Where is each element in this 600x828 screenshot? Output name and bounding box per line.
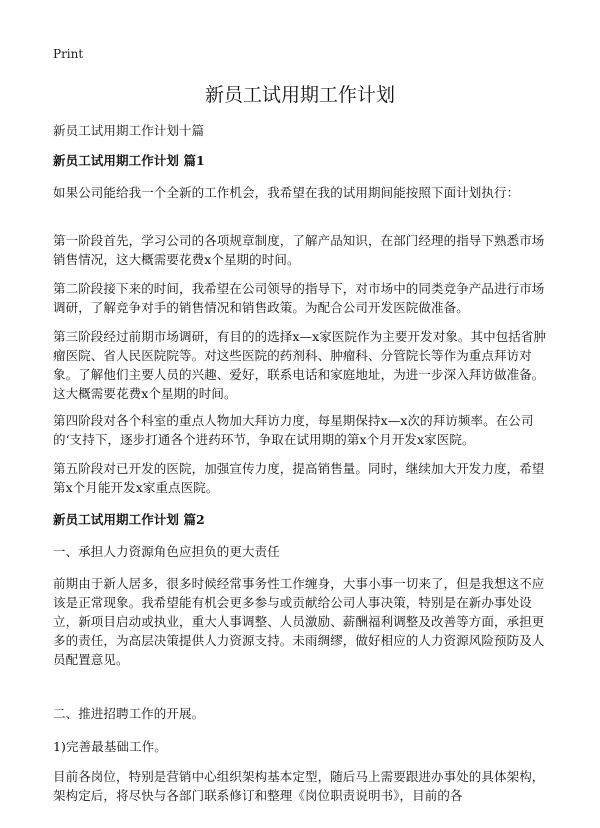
paragraph-intro: 如果公司能给我一个全新的工作机会，我希望在我的试用期间能按照下面计划执行： (53, 185, 520, 200)
paragraph-phase-2: 第二阶段接下来的时间，我希望在公司领导的指导下，对市场中的同类竞争产品进行市场调研，了解竞争对手的销售情况和销售政策。为配合公司开发医院做准备。 (53, 281, 545, 315)
section-heading-2: 新员工试用期工作计划 篇2 (53, 512, 205, 527)
section-heading-1: 新员工试用期工作计划 篇1 (53, 153, 205, 168)
paragraph-phase-1: 第一阶段首先，学习公司的各项规章制度，了解产品知识，在部门经理的指导下熟悉市场销售情况，这大概需要花费x个星期的时间。 (53, 233, 545, 267)
paragraph-phase-3: 第三阶段经过前期市场调研，有目的的选择x—x家医院作为主要开发对象。其中包括省肿瘤医院、省人民医院院等。对这些医院的药剂科、肿瘤科、分管院长等作为重点拜访对象。了解他们主要人员的兴趣、爱好，联系电话和家庭地址，为进一步深入拜访做准备。这大概需要花费x个星期的时间。 (53, 329, 547, 401)
page-title: 新员工试用期工作计划 (204, 84, 395, 106)
paragraph-hr-responsibility: 前期由于新人居多，很多时候经常事务性工作缠身，大事小事一切来了，但是我想这不应该是正常现象。我希望能有机会更多参与或贡献给公司人事决策，特别是在新办事处设立，新项目启动或执业，重大人事调整、人员激励、薪酬福利调整及改善等方面，承担更多的责任，为高层决策提供人力资源支持。未雨绸缪，做好相应的人力资源风险预防及人员配置意见。 (53, 576, 545, 667)
paragraph-recruitment: 目前各岗位，特别是营销中心组织架构基本定型，随后马上需要跟进办事处的具体架构，架构定后，将尽快与各部门联系修订和整理《岗位职责说明书》，目前的各 (53, 769, 545, 803)
subsection-heading-2: 二、推进招聘工作的开展。 (53, 706, 205, 721)
subsection-item-1: 1)完善最基础工作。 (53, 739, 167, 754)
paragraph-phase-5: 第五阶段对已开发的医院，加强宣传力度，提高销售量。同时，继续加大开发力度，希望第x个月能开发x家重点医院。 (53, 461, 545, 495)
subsection-heading-1: 一、承担人力资源角色应担负的更大责任 (53, 544, 280, 559)
document-subtitle: 新员工试用期工作计划十篇 (53, 123, 205, 138)
print-link[interactable]: Print (53, 47, 84, 61)
paragraph-phase-4: 第四阶段对各个科室的重点人物加大拜访力度，每星期保持x—x次的拜访频率。在公司的‘支持下，逐步打通各个进药环节，争取在试用期的第x个月开发x家医院。 (53, 413, 534, 447)
